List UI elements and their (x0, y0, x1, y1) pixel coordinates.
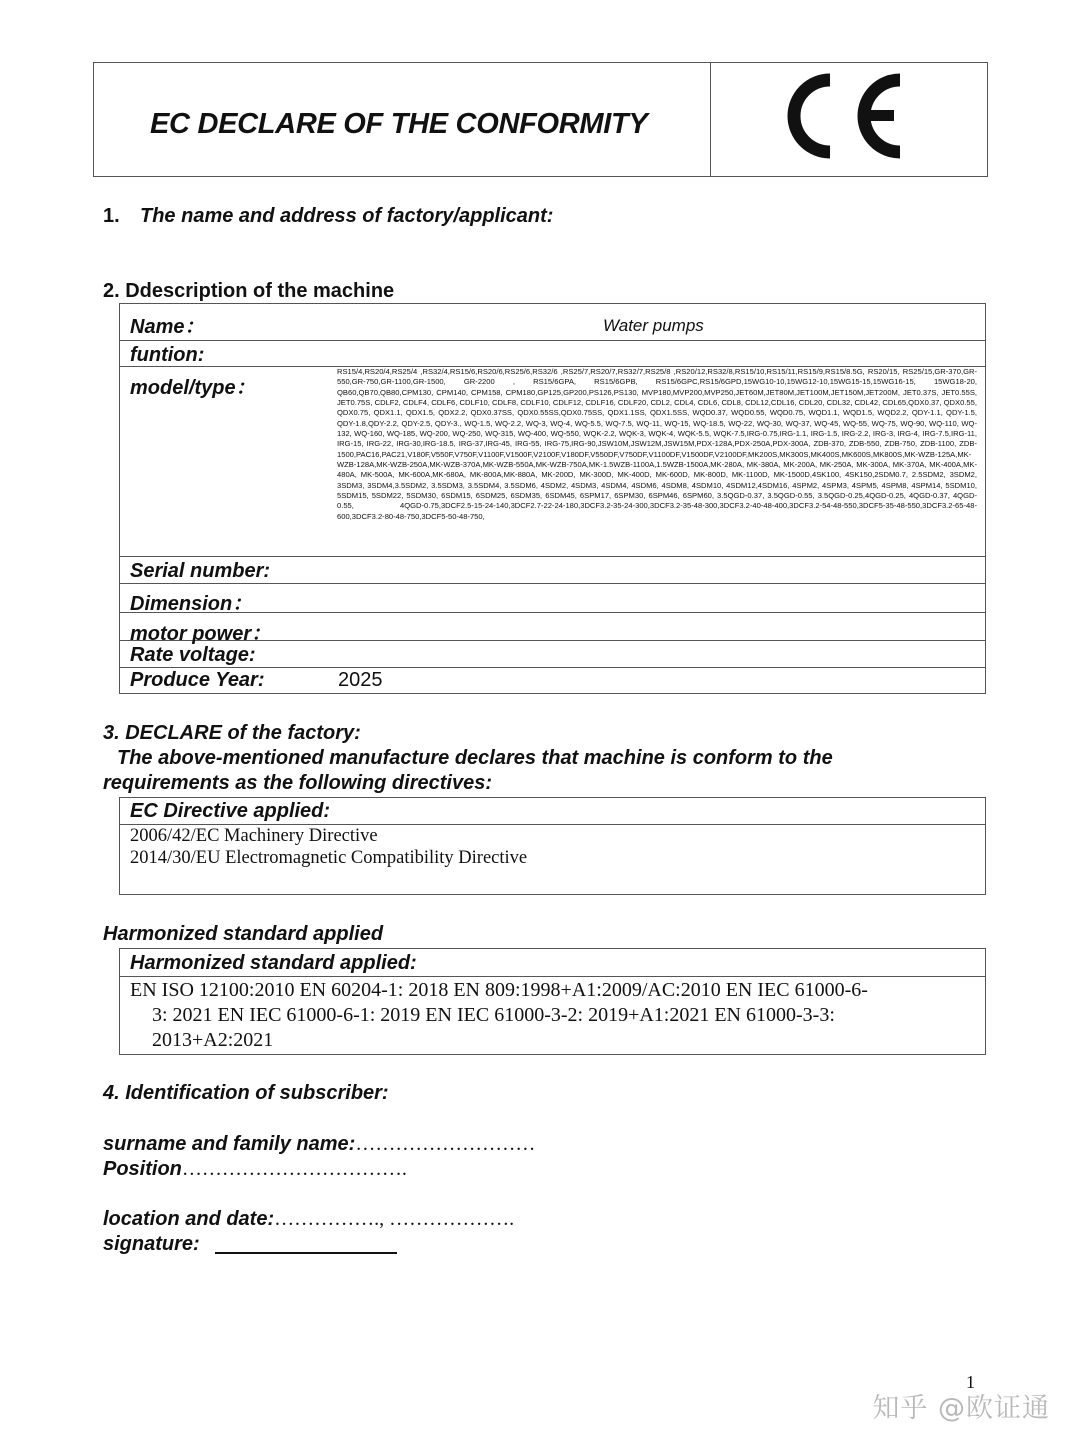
signature-label: signature: (103, 1233, 200, 1255)
row-dimension (120, 584, 985, 613)
location-date-label: location and date: (103, 1208, 275, 1230)
row-produce-year (120, 668, 985, 693)
surname-label: surname and family name: (103, 1133, 356, 1155)
row-rate-voltage (120, 641, 985, 668)
directive-item: 2006/42/EC Machinery Directive (130, 826, 378, 846)
row-motor-power (120, 613, 985, 645)
watermark: 知乎 @欧证通 (872, 1393, 1050, 1424)
signature-line (103, 1233, 200, 1256)
function-label: funtion: (130, 344, 205, 366)
directive-item: 2014/30/EU Electromagnetic Compatibility Directive (130, 848, 528, 868)
name-value: Water pumps (603, 316, 704, 335)
ec-directive-head: EC Directive applied: (120, 798, 985, 825)
serial-label: Serial number: (130, 560, 271, 582)
row-serial (120, 557, 985, 584)
standards-line: 3: 2021 EN IEC 61000-6-1: 2019 EN IEC 61000-3-2: 2019+A1:2021 EN 61000-3-3: (152, 1004, 835, 1026)
ce-logo-icon (784, 70, 909, 162)
standards-line: 2013+A2:2021 (152, 1029, 274, 1051)
surname-line (103, 1133, 535, 1156)
section1-number: 1. (103, 205, 120, 227)
signature-underline (215, 1252, 397, 1254)
page-number: 1 (966, 1372, 975, 1392)
harmonized-box-head: Harmonized standard applied: (120, 949, 985, 977)
declaration-statement-line2: requirements as the following directives: (103, 772, 492, 794)
motor-power-label: motor power： (130, 623, 272, 645)
model-label: model/type： (130, 377, 256, 399)
section4-heading: 4. Identification of subscriber: (103, 1082, 389, 1104)
position-dots: ……………………………. (181, 1158, 407, 1180)
surname-dots: ……………………… (355, 1133, 536, 1155)
document-title: EC DECLARE OF THE CONFORMITY (150, 108, 648, 140)
produce-year-value: 2025 (338, 669, 383, 691)
section1-heading: The name and address of factory/applicant: (140, 205, 554, 227)
section3-heading: 3. DECLARE of the factory: (103, 722, 361, 744)
header-divider (710, 62, 711, 177)
dimension-label: Dimension： (130, 593, 253, 615)
position-label: Position (103, 1158, 182, 1180)
standards-line: EN ISO 12100:2010 EN 60204-1: 2018 EN 809:1998+A1:2009/AC:2010 EN IEC 61000-6- (130, 979, 868, 1001)
row-name (120, 304, 985, 341)
ec-directive-box (119, 797, 986, 895)
machine-description-table (119, 303, 986, 694)
location-date-line (103, 1208, 514, 1231)
location-date-dots: ……………., ………………. (274, 1208, 515, 1230)
name-label: Name： (130, 316, 205, 338)
section2-heading: 2. Ddescription of the machine (103, 280, 395, 302)
row-function (120, 341, 985, 367)
rate-voltage-label: Rate voltage: (130, 644, 256, 666)
position-line (103, 1158, 407, 1181)
declaration-statement-line1: The above-mentioned manufacture declares that machine is conform to the (117, 747, 833, 769)
harmonized-heading: Harmonized standard applied (103, 923, 384, 945)
harmonized-standards-box (119, 948, 986, 1055)
model-list: RS15/4,RS20/4,RS25/4 ,RS32/4,RS15/6,RS20/6,RS25/6,RS32/6 ,RS25/7,RS20/7,RS32/7,RS25/8 ,RS20/12,RS32/8,RS15/10,RS15/11,RS15/9,RS15/8.5G, RS20/15, RS25/15,GR-370,GR-550,GR-750,GR-1100,GR-1500, GR-2200 , RS15/6GPA, RS15/6GPB, RS15/6GPC,RS15/6GPD,15WG10-10,15WG12-10,15WG15-15,15WG16-15, 15WG18-20, QB60,QB70,QB80,CPM130, CPM140, CPM158, CPM180,GP125,GP200,PS126,PS130, MVP180,MVP200,MVP250,JET60M,JET80M,JET100M,JET150M,JET200M, JET0.37S, JET0.55S, JET0.75S, CDLF2, CDLF4, CDLF6, CDLF10, CDLF8, CDLF10, CDLF12, CDLF16, CDLF20, CDL2, CDL4, CDL6, CDL8, CDL12,CDL16, CDL20, CDL32, CDL42, CDL65,QDX0.37, QDX0.55, QDX0.75, QDX1.1, QDX1.5, QDX2.2, QDX0.37SS, QDX0.55SS,QDX0.75SS, QDX1.1SS, QDX1.5SS, WQD0.37, WQD0.55, WQD0.75, WQD1.1, WQD1.5, WQD2.2, QDY-1.1, QDY-1.5, QDY-1.8,QDY-2.2, QDY-2.5, QDY-3., WQ-1.5, WQ-2.2, WQ-3, WQ-4, WQ-5.5, WQ-7.5, WQ-11, WQ-15, WQ-18.5, WQ-22, WQ-30, WQ-37, WQ-45, WQ-55, WQ-75, WQ-90, WQ-110, WQ-132, WQ-160, WQ-185, WQ-200, WQ-250, WQ-315, WQ-400, WQ-550, WQK-2.2, WQK-3, WQK-4, WQK-5.5, WQK-7.5,IRG-0.75,IRG-1.1, IRG-1.5, IRG-2.2, IRG-3, IRG-4, IRG-7.5,IRG-11, IRG-15, IRG-22, IRG-30,IRG-18.5, IRG-37,IRG-45, IRG-55, IRG-75,IRG-90,JSW10M,JSW12M,JSW15M,PDX-128A,PDX-250A,PDX-300A, ZDB-370, ZDB-550, ZDB-750, ZDB-1100, ZDB-1500,PAC16,PAC21,V180F,V550F,V750F,V1100F,V1500F,V2100F,V180DF,V550DF,V750DF,V1100DF,V1500DF,V2100DF,MK200S,MK300S,MK400S,MK600S,MK800S,MK-WZB-125A,MK-WZB-128A,MK-WZB-250A,MK-WZB-370A,MK-WZB-550A,MK-WZB-750A,MK-1.5WZB-1100A,1.5WZB-1500A,MK-280A, MK-380A, MK-200A, MK-250A, MK-300A, MK-370A, MK-400A,MK-480A, MK-500A, MK-600A,MK-680A, MK-800A,MK-880A, MK-200D, MK-300D, MK-400D, MK-600D, MK-800D, MK-1100D, MK-1500D,4SK100, 4SK150,2SDM0.7, 2.5SDM2, 3SDM2, 3SDM3, 3SDM4,3.5SDM2, 3.5SDM3, 3.5SDM4, 3.5SDM6, 4SDM2, 4SDM3, 4SDM4, 4SDM6, 4SDM8, 4SDM10, 4SDM12,4SDM16, 4SPM2, 4SPM3, 4SPM5, 4SPM8, 4SPM14, 5SDM10, 5SDM15, 5SDM22, 5SDM30, 6SDM15, 6SDM25, 6SDM35, 6SDM45, 6SPM17, 6SPM30, 6SPM46, 6SPM60, 3.5QGD-0.37, 3.5QGD-0.55, 3.5QGD-0.25,4QGD-0.25, 4QGD-0.37, 4QGD-0.55, 4QGD-0.75,3DCF2.5-15-24-140,3DCF2.7-22-24-180,3DCF3.2-35-24-300,3DCF3.2-35-48-300,3DCF3.2-40-48-400,3DCF3.2-54-48-550,3DCF5-35-48-550,3DCF3.2-65-48-600,3DCF3.2-80-48-750,3DCF5-50-48-750, (337, 367, 977, 521)
produce-year-label: Produce Year: (130, 669, 265, 691)
